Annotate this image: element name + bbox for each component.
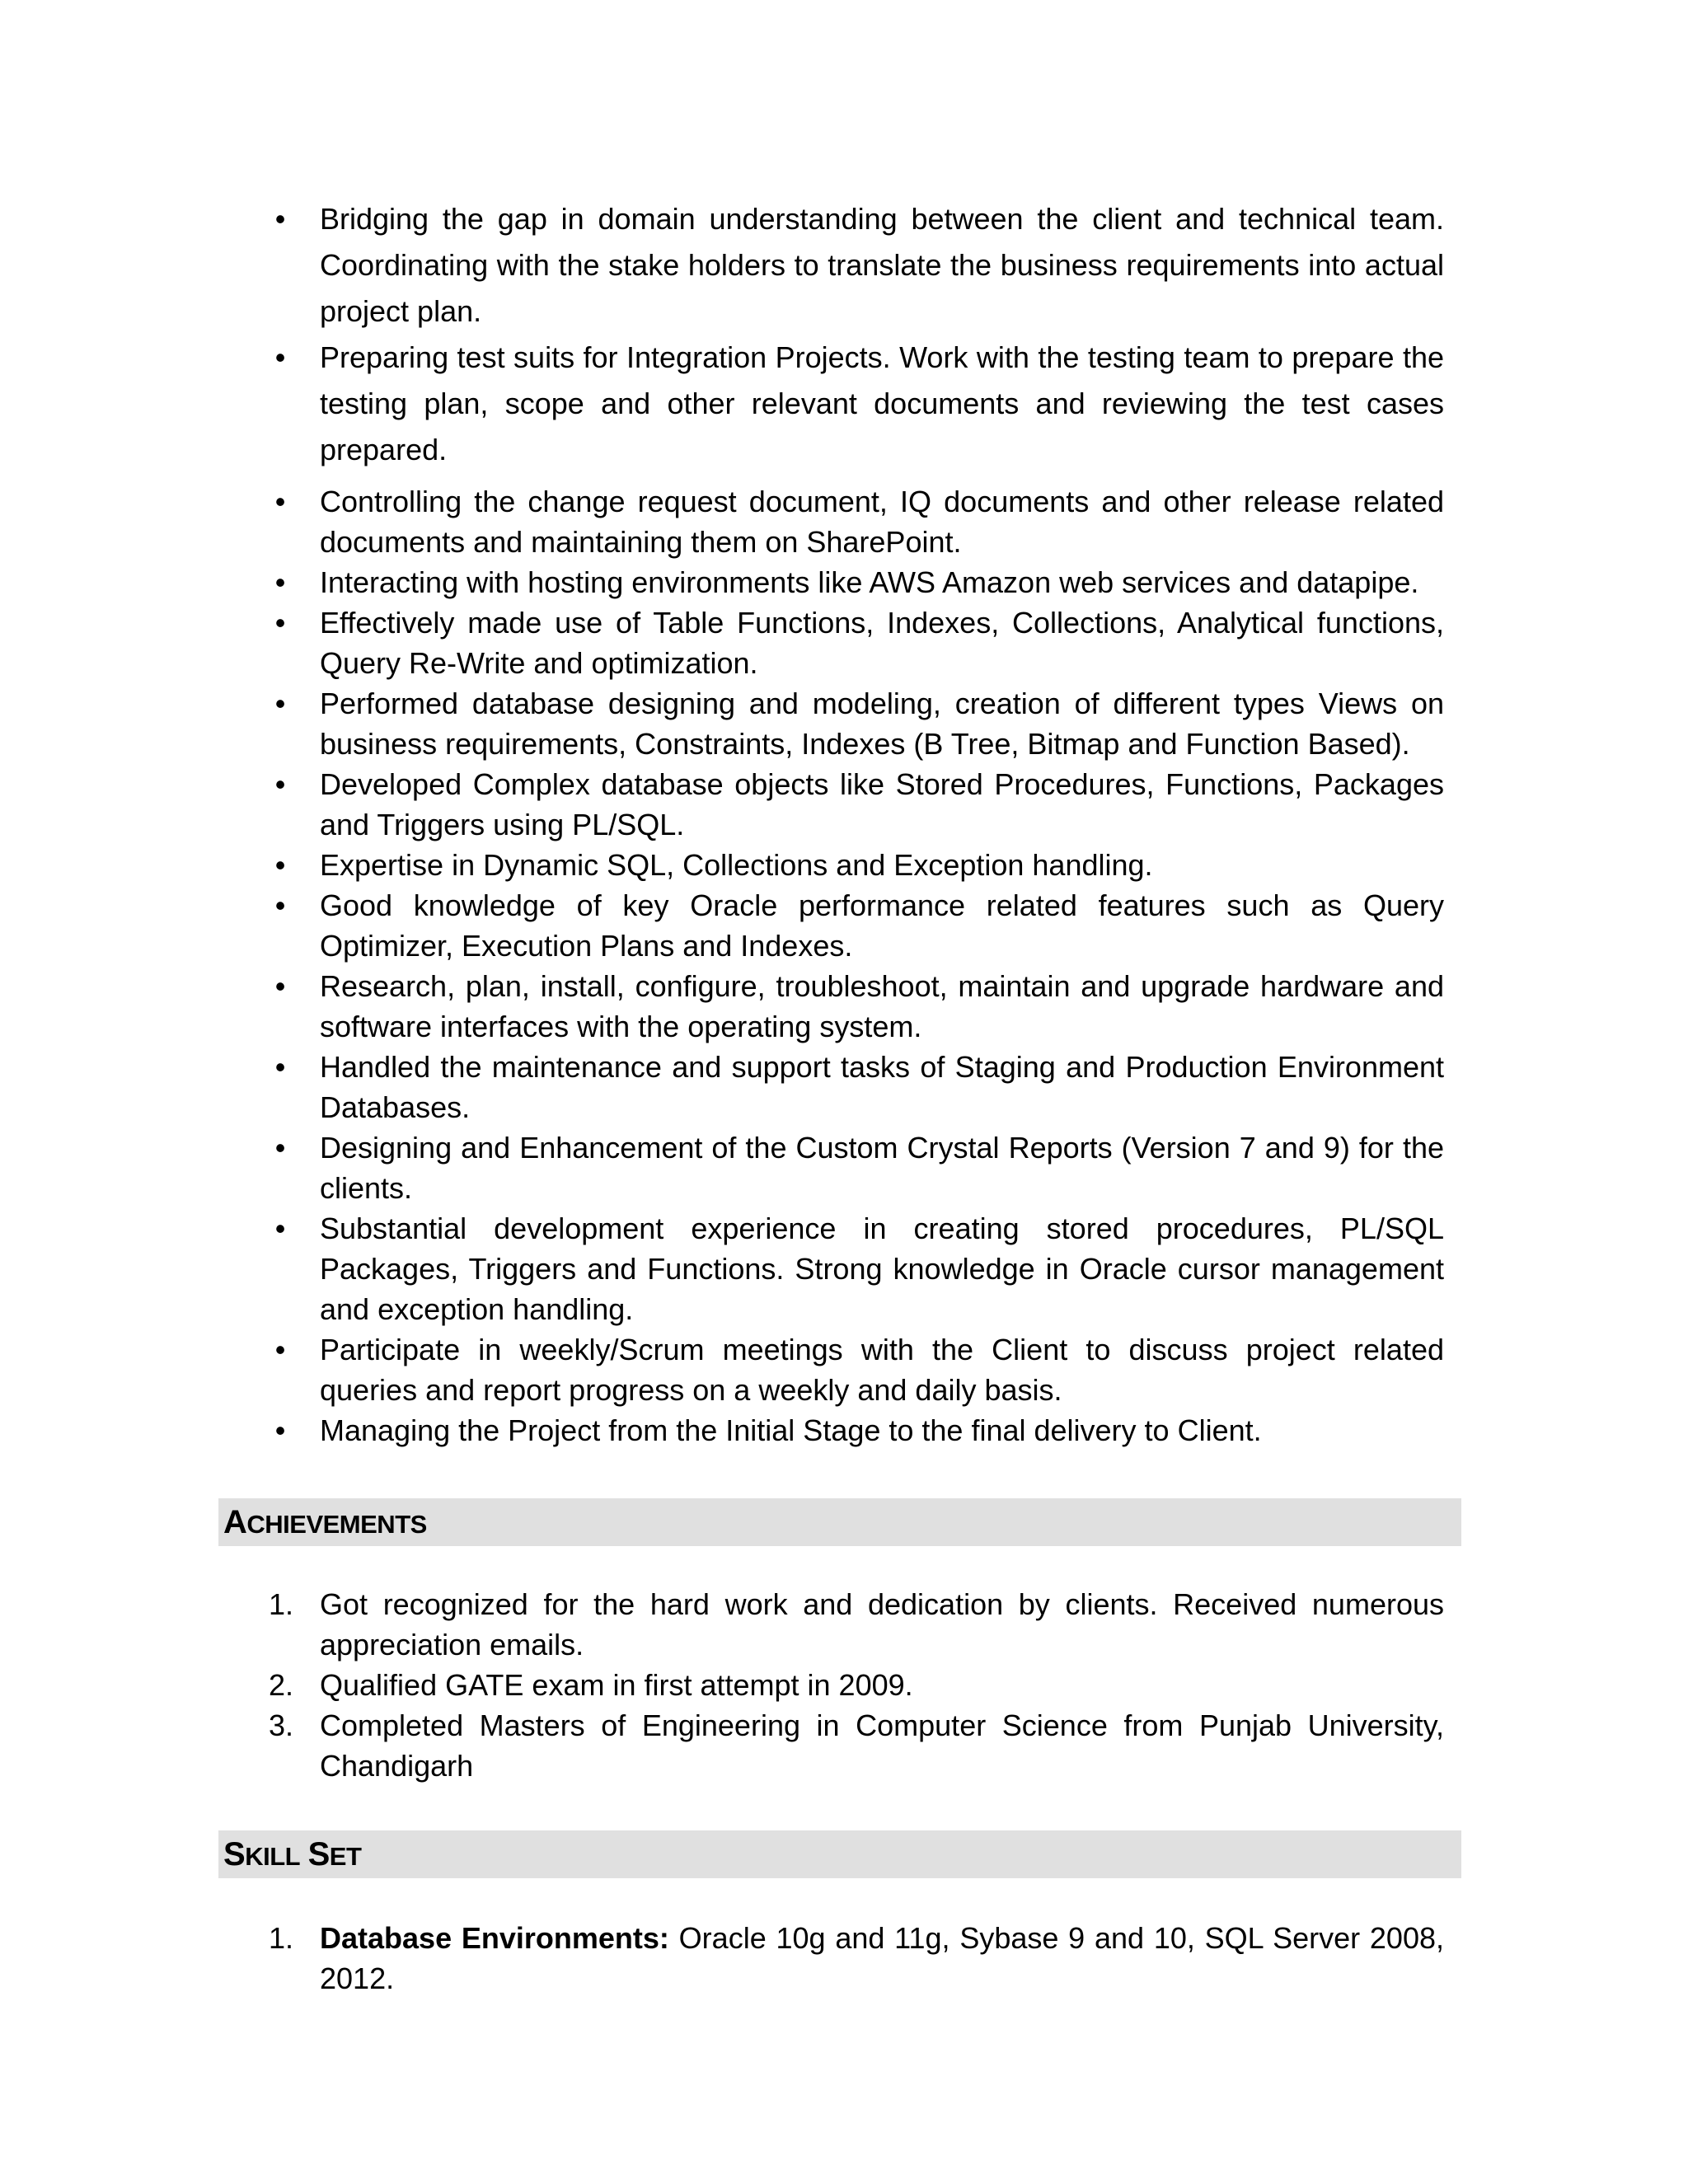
section-title: ACHIEVEMENTS <box>223 1504 427 1540</box>
bullet-icon: • <box>274 606 286 640</box>
bullet-icon: • <box>274 848 286 882</box>
list-item: • Managing the Project from the Initial Stage to the final delivery to Client. <box>216 1410 1452 1451</box>
responsibilities-list <box>216 196 1452 1451</box>
bullet-icon: • <box>274 1212 286 1245</box>
item-number: 1. <box>269 1921 294 1955</box>
list-item: 1. Got recognized for the hard work and dedication by clients. Received numerous appreciation emails. <box>216 1584 1452 1665</box>
list-item: • Effectively made use of Table Functions, Indexes, Collections, Analytical functions, Query Re-Write and optimization. <box>216 602 1452 683</box>
skill-term: Database Environments: <box>320 1921 669 1955</box>
item-number: 3. <box>269 1708 294 1742</box>
list-item: • Preparing test suits for Integration Projects. Work with the testing team to prepare the testing plan, scope and other relevant documents and reviewing the test cases prepared. <box>216 335 1452 473</box>
list-item: • Participate in weekly/Scrum meetings with the Client to discuss project related queries and report progress on a weekly and daily basis. <box>216 1329 1452 1410</box>
bullet-icon: • <box>274 1050 286 1084</box>
list-item: • Performed database designing and modeling, creation of different types Views on business requirements, Constraints, Indexes (B Tree, Bitmap and Function Based). <box>216 683 1452 764</box>
list-item: • Research, plan, install, configure, troubleshoot, maintain and upgrade hardware and software interfaces with the operating system. <box>216 966 1452 1047</box>
list-item: • Designing and Enhancement of the Custom Crystal Reports (Version 7 and 9) for the clients. <box>216 1127 1452 1208</box>
list-item: • Good knowledge of key Oracle performance related features such as Query Optimizer, Execution Plans and Indexes. <box>216 885 1452 966</box>
bullet-icon: • <box>274 888 286 922</box>
list-item: • Handled the maintenance and support tasks of Staging and Production Environment Databases. <box>216 1047 1452 1127</box>
list-item: 1. Database Environments: Oracle 10g and 11g, Sybase 9 and 10, SQL Server 2008, 2012. <box>216 1918 1452 1999</box>
bullet-icon: • <box>274 340 286 374</box>
skill-set-list <box>216 1918 1452 1999</box>
bullet-icon: • <box>274 969 286 1003</box>
item-number: 2. <box>269 1668 294 1702</box>
list-item: • Expertise in Dynamic SQL, Collections and Exception handling. <box>216 845 1452 885</box>
list-item: • Developed Complex database objects like Stored Procedures, Functions, Packages and Triggers using PL/SQL. <box>216 764 1452 845</box>
bullet-icon: • <box>274 565 286 599</box>
section-title: SKILL SET <box>223 1836 362 1872</box>
bullet-icon: • <box>274 202 286 236</box>
list-item: 3. Completed Masters of Engineering in Computer Science from Punjab University, Chandigarh <box>216 1705 1452 1786</box>
list-item: • Controlling the change request document, IQ documents and other release related documents and maintaining them on SharePoint. <box>216 481 1452 562</box>
list-item: • Bridging the gap in domain understanding between the client and technical team. Coordinating with the stake holders to translate the business requirements into actual project plan. <box>216 196 1452 335</box>
bullet-icon: • <box>274 1333 286 1366</box>
skill-set-heading <box>218 1830 1461 1878</box>
list-item: 2. Qualified GATE exam in first attempt in 2009. <box>216 1665 1452 1705</box>
achievements-list <box>216 1584 1452 1786</box>
bullet-icon: • <box>274 485 286 518</box>
bullet-icon: • <box>274 1131 286 1165</box>
list-item: • Interacting with hosting environments like AWS Amazon web services and datapipe. <box>216 562 1452 602</box>
list-item: • Substantial development experience in creating stored procedures, PL/SQL Packages, Triggers and Functions. Strong knowledge in Oracle cursor management and exception handling. <box>216 1208 1452 1329</box>
resume-content <box>216 196 1452 1999</box>
bullet-icon: • <box>274 767 286 801</box>
achievements-heading <box>218 1498 1461 1546</box>
bullet-icon: • <box>274 687 286 720</box>
item-number: 1. <box>269 1587 294 1621</box>
bullet-icon: • <box>274 1413 286 1447</box>
